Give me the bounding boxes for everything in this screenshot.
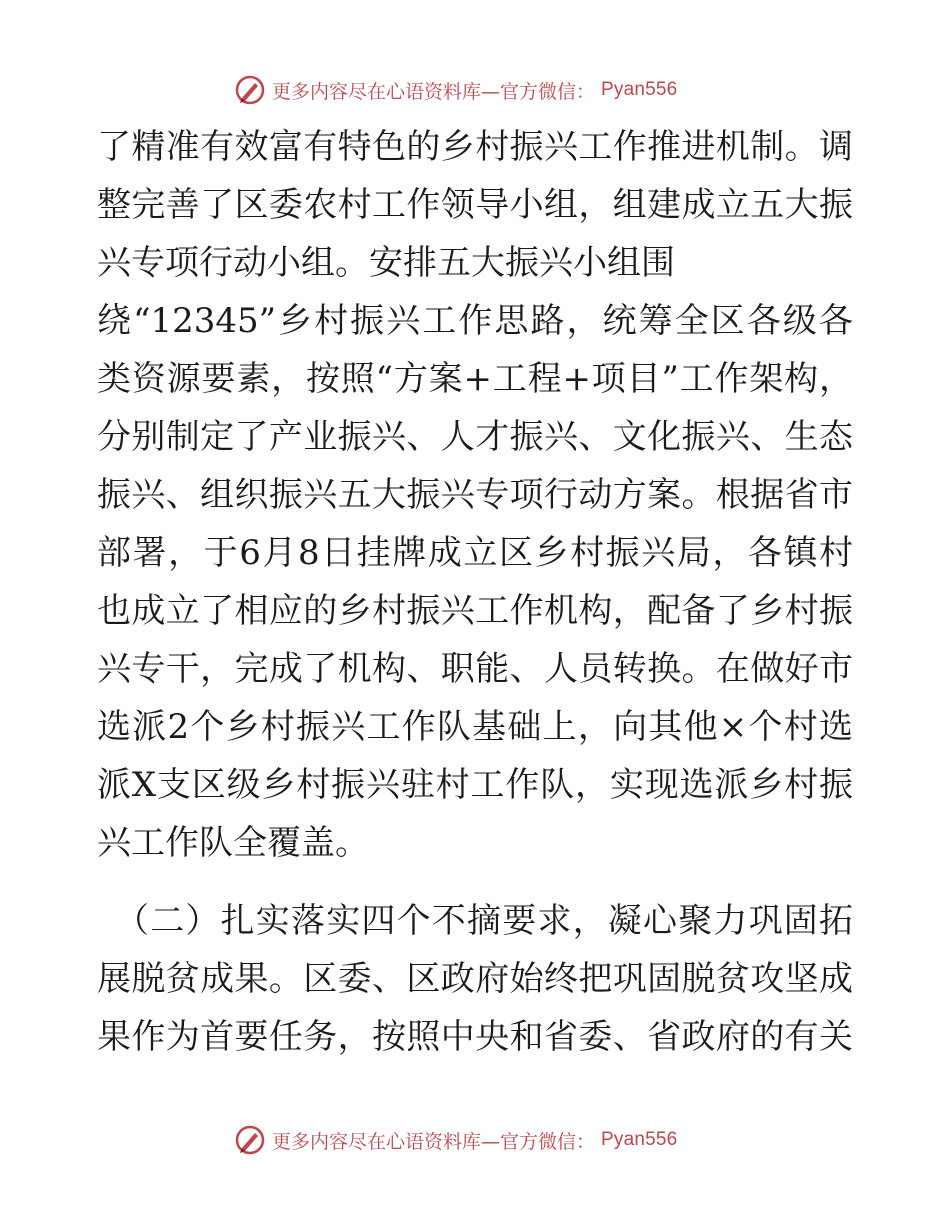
watermark-wechat-id: Pyan556 (601, 1129, 678, 1150)
paragraph-spacer (97, 872, 853, 892)
text-line: 了精准有效富有特色的乡村振兴工作推进机制。调 (97, 127, 853, 167)
text-line: 也成立了相应的乡村振兴工作机构，配备了乡村振 (97, 591, 853, 631)
watermark-text: 更多内容尽在心语资料库—官方微信： (272, 1130, 596, 1153)
paragraph (97, 118, 853, 872)
text-line: 类资源要素，按照“方案+工程+项目”工作架构， (97, 359, 853, 399)
text-line: 部署，于6月8日挂牌成立区乡村振兴局，各镇村 (97, 533, 853, 573)
text-line: 兴工作队全覆盖。 (97, 823, 369, 863)
pen-logo-icon (234, 74, 266, 106)
paragraph (97, 892, 853, 1066)
watermark-text: 更多内容尽在心语资料库—官方微信： (272, 80, 596, 103)
text-line: 分别制定了产业振兴、人才振兴、文化振兴、生态 (97, 417, 853, 457)
pen-logo-icon (234, 1124, 266, 1156)
text-line: 兴专干，完成了机构、职能、人员转换。在做好市 (97, 649, 853, 689)
section-heading-line: （二）扎实落实四个不摘要求，凝心聚力巩固拓 (115, 901, 853, 941)
text-line: 绕“12345”乡村振兴工作思路，统筹全区各级各 (97, 301, 853, 341)
watermark-header (234, 72, 677, 108)
watermark-footer (234, 1122, 677, 1158)
text-line: 整完善了区委农村工作领导小组，组建成立五大振 (97, 185, 853, 225)
text-line: 果作为首要任务，按照中央和省委、省政府的有关 (97, 1017, 853, 1057)
text-line: 振兴、组织振兴五大振兴专项行动方案。根据省市 (97, 475, 853, 515)
watermark-wechat-id: Pyan556 (601, 79, 678, 100)
text-line: 兴专项行动小组。安排五大振兴小组围 (97, 243, 675, 283)
document-body (97, 118, 853, 1066)
text-line: 展脱贫成果。区委、区政府始终把巩固脱贫攻坚成 (97, 959, 853, 999)
text-line: 选派2个乡村振兴工作队基础上，向其他×个村选 (97, 707, 853, 747)
text-line: 派X支区级乡村振兴驻村工作队，实现选派乡村振 (97, 765, 853, 805)
